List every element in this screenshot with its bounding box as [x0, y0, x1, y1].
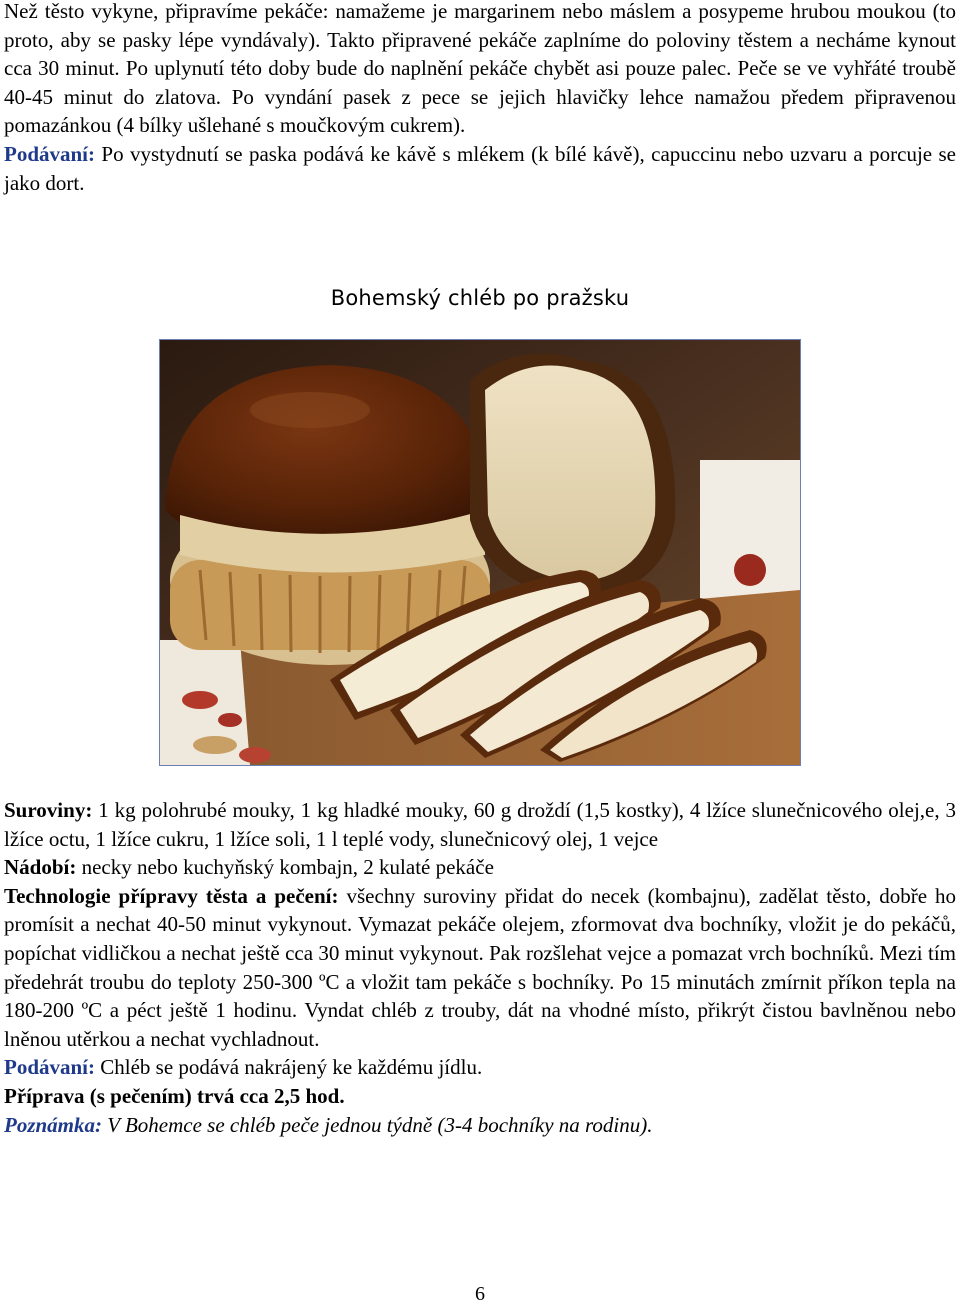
intro-serving-label: Podávaní:: [4, 141, 96, 166]
recipe-title: Bohemský chléb po pražsku: [330, 286, 630, 310]
method-label: Technologie přípravy těsta a pečení:: [4, 883, 339, 908]
ingredients-text: 1 kg polohrubé mouky, 1 kg hladké mouky, 60 g droždí (1,5 kostky), 4 lžíce slunečnicového olej,e, 3 lžíce octu, 1 lžíce cukru, 1 lžíce soli, 1 l teplé vody, slunečnicový olej, 1 vejce: [4, 798, 956, 851]
note-text: V Bohemce se chléb peče jednou týdně (3-4 bochníky na rodinu).: [102, 1112, 653, 1137]
tools-text: necky nebo kuchyňský kombajn, 2 kulaté pekáče: [76, 855, 494, 880]
bread-photo: [159, 339, 801, 766]
recipe-serving-label: Podávaní:: [4, 1055, 96, 1080]
intro-text-2: Takto připravené pekáče zaplníme do poloviny těstem a necháme kynout cca 30 minut. Po uplynutí této doby bude do naplnění pekáče chybět asi pouze palec. Peče se ve vyhřáté troubě 40-45 minut do zlatova. Po vyndání pasek z pece se jejich hlavičky lehce namažou předem připravenou pomazánkou (4 bílky ušlehané s moučkovým cukrem).: [4, 27, 957, 138]
note-label: Poznámka:: [4, 1112, 103, 1137]
intro-serving-text: Po vystydnutí se paska podává ke kávě s mlékem (k bílé kávě), capuccinu nebo uzvaru a porcuje se jako dort.: [4, 141, 956, 195]
duration-text: Příprava (s pečením) trvá cca 2,5 hod.: [4, 1083, 345, 1108]
intro-text-1: Než těsto vykyne, připravíme pekáče: namažeme je margarinem nebo máslem a posypeme hrubou moukou (to proto, aby se pasky lépe vyndávaly).: [4, 0, 956, 52]
recipe-serving-text: Chléb se podává nakrájený ke každému jídlu.: [95, 1055, 483, 1080]
ingredients-label: Suroviny:: [4, 798, 93, 822]
tools-label: Nádobí:: [4, 855, 77, 880]
method-text: všechny suroviny přidat do necek (kombajnu), zadělat těsto, dobře ho promísit a nechat 40-50 minut vykynout. Vymazat pekáče olejem, zformovat dva bochníky, vložit je do pekáčů, popíchat vidličkou a nechat ještě cca 30 minut vykynout. Pak rozšlehat vejce a pomazat vrch bochníků. Mezi tím předehrát troubu do teploty 250-300 ºC a vložit tam pekáče s bochníky. Po 15 minutách zmírnit příkon tepla na 180-200 ºC a péct ještě 1 hodinu. Vyndat chléb z trouby, dát na vhodné místo, přikrýt čistou bavlněnou nebo lněnou utěrkou a nechat vychladnout.: [4, 883, 957, 1051]
recipe-body: [4, 796, 956, 1139]
bread-illustration: [160, 340, 800, 765]
intro-paragraph: [4, 0, 956, 197]
page-number: 6: [475, 1283, 485, 1305]
